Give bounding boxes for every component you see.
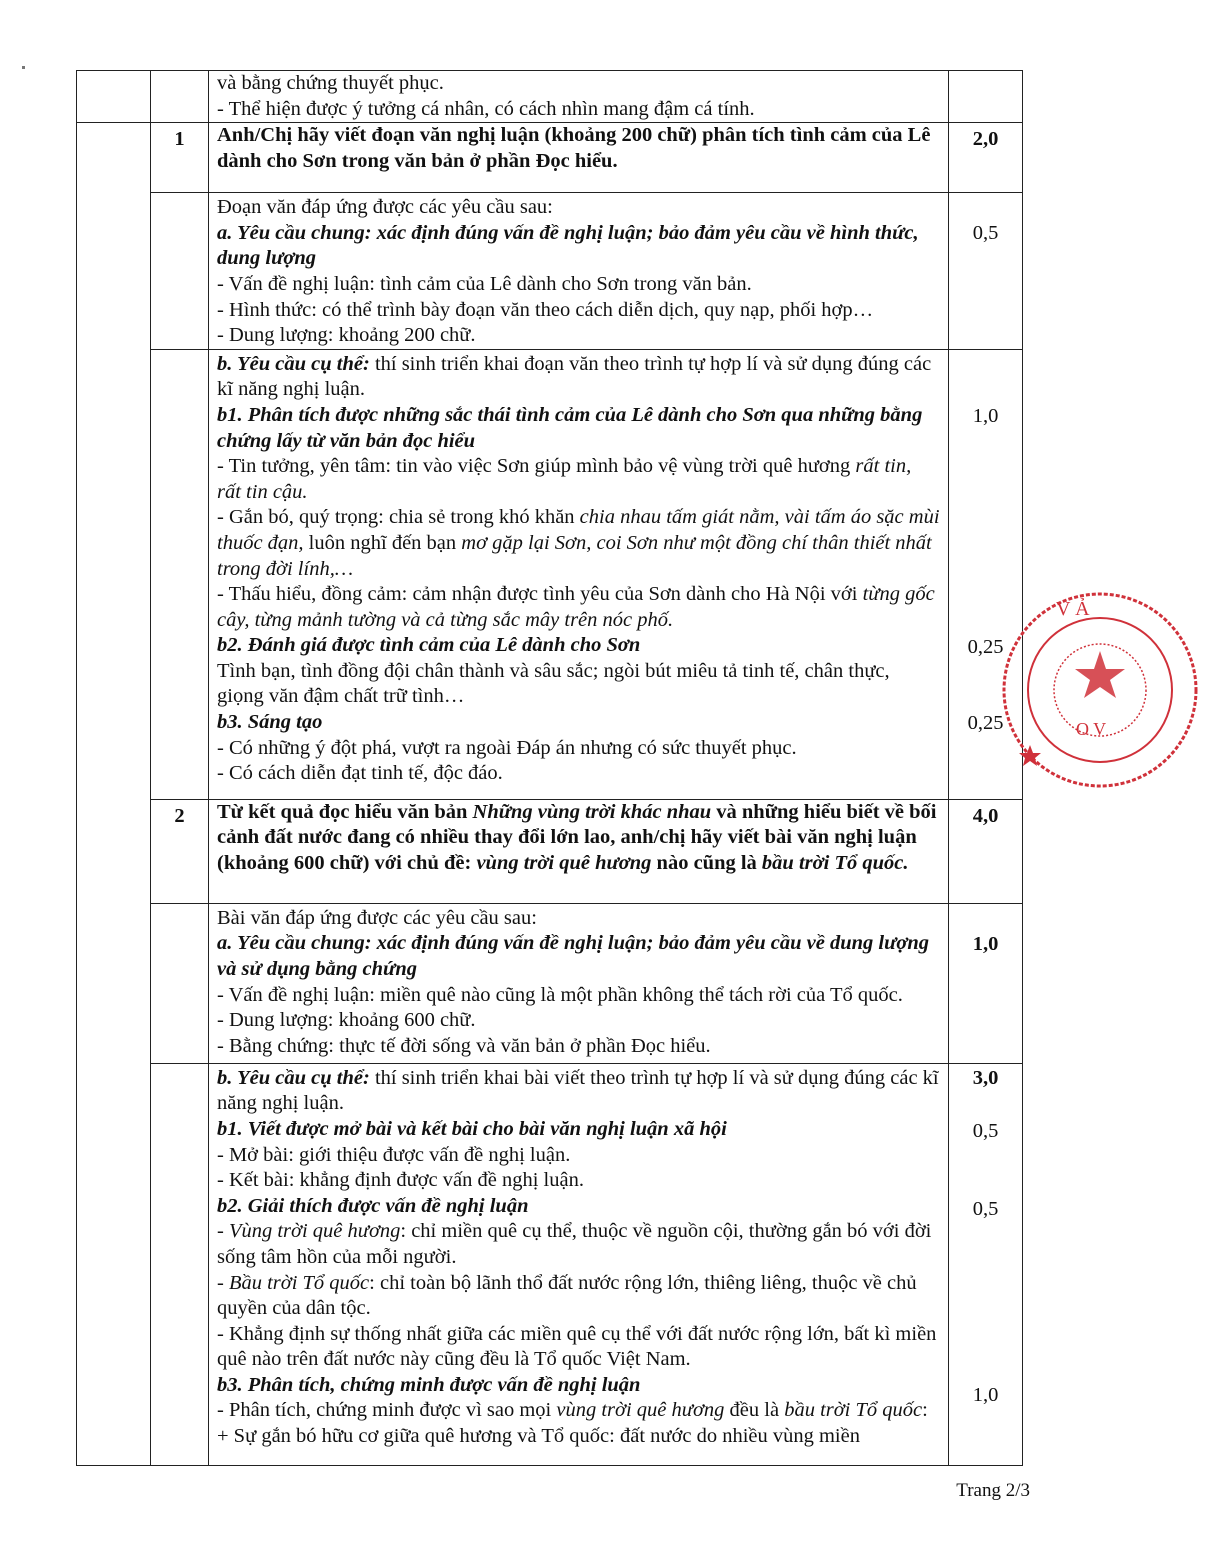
criterion-title: a. Yêu cầu chung: xác định đúng vấn đề nghị luận; bảo đảm yêu cầu về dung lượng và sử dụng bằng chứng	[217, 932, 930, 980]
score-value: 1,0	[972, 1383, 999, 1406]
score-value: 0,25	[967, 636, 1004, 659]
text-line: - Bằng chứng: thực tế đời sống và văn bản ở phần Đọc hiểu.	[217, 1034, 711, 1057]
table-row	[77, 123, 1023, 193]
page-number: Trang 2/3	[956, 1480, 1030, 1501]
question-score: 4,0	[949, 799, 1023, 903]
question-score: 2,0	[949, 123, 1023, 193]
score-value: 0,5	[972, 1120, 999, 1143]
term-span: vùng trời quê hương	[556, 1399, 725, 1422]
quote-span: rất tin, rất tin cậu.	[217, 455, 912, 503]
criterion-text: thí sinh triển khai đoạn văn theo trình tự hợp lí và sử dụng đúng các kĩ năng nghị luận.	[217, 352, 932, 401]
seal-text-top: V Ả	[1056, 598, 1090, 620]
text-span: Từ kết quả đọc hiểu văn bản	[217, 800, 473, 823]
quote-span: từng gốc cây, từng mảnh tường và cả từng sắc mây trên nóc phố.	[217, 583, 935, 631]
text-line: - Mở bài: giới thiệu được vấn đề nghị luận.	[217, 1143, 571, 1166]
text-span: : chỉ miền quê cụ thể, thuộc về nguồn cội, thường gắn bó với đời sống tâm hồn của mỗi người.	[217, 1220, 932, 1268]
criterion-title: b2. Giải thích được vấn đề nghị luận	[217, 1194, 529, 1217]
text-span: - Tin tưởng, yên tâm: tin vào việc Sơn giúp mình bảo vệ vùng trời quê hương	[217, 455, 856, 478]
score-value: 1,0	[972, 932, 999, 955]
question-number: 1	[151, 123, 209, 193]
text-span: luôn nghĩ đến bạn	[303, 531, 462, 554]
official-seal-icon	[990, 585, 1210, 795]
text-line	[217, 1398, 940, 1424]
number-cell	[151, 193, 209, 350]
content-cell	[209, 903, 949, 1063]
score-cell	[949, 1063, 1023, 1465]
text-line: - Vùng trời quê hương: chỉ miền quê cụ thể, thuộc về nguồn cội, thường gắn bó với đời sống tâm hồn của mỗi người.	[217, 1220, 932, 1268]
text-line: - Khẳng định sự thống nhất giữa các miền quê cụ thể với đất nước rộng lớn, bất kì miền quê nào trên đất nước này cũng đều là Tổ quốc Việt Nam.	[217, 1322, 937, 1371]
text-line	[217, 454, 940, 505]
criterion-title: b2. Đánh giá được tình cảm của Lê dành cho Sơn	[217, 634, 641, 657]
title-span: Những vùng trời khác nhau	[472, 800, 712, 823]
text-line	[217, 352, 940, 403]
table-row	[77, 903, 1023, 1063]
text-span: - Phân tích, chứng minh được vì sao mọi	[217, 1399, 557, 1422]
score-value: 3,0	[972, 1066, 999, 1089]
text-span: : chỉ toàn bộ lãnh thổ đất nước rộng lớn, thiêng liêng, thuộc về chủ quyền của dân tộc.	[217, 1271, 917, 1320]
marking-scheme-table	[76, 70, 1023, 1466]
text-line: - Dung lượng: khoảng 600 chữ.	[217, 1009, 476, 1032]
number-cell	[151, 1063, 209, 1465]
number-cell	[151, 71, 209, 123]
text-span: :	[922, 1399, 928, 1422]
question-text: Anh/Chị hãy viết đoạn văn nghị luận (khoảng 200 chữ) phân tích tình cảm của Lê dành cho Sơn trong văn bản ở phần Đọc hiểu.	[209, 123, 949, 193]
content-cell	[209, 349, 949, 799]
content-cell	[209, 193, 949, 350]
topic-span: vùng trời quê hương	[476, 851, 652, 874]
text-line	[217, 582, 940, 633]
text-line: Đoạn văn đáp ứng được các yêu cầu sau:	[217, 196, 553, 219]
criterion-text: thí sinh triển khai bài viết theo trình tự hợp lí và sử dụng đúng các kĩ năng nghị luận.	[217, 1066, 939, 1115]
text-line: và bằng chứng thuyết phục.	[217, 72, 444, 94]
table-row	[77, 1063, 1023, 1465]
table-row	[77, 799, 1023, 903]
table-row	[77, 349, 1023, 799]
table-row	[77, 193, 1023, 350]
text-line: - Có cách diễn đạt tinh tế, độc đáo.	[217, 762, 503, 785]
question-text	[209, 799, 949, 903]
section-cell	[77, 71, 151, 123]
text-line: Tình bạn, tình đồng đội chân thành và sâu sắc; ngòi bút miêu tả tinh tế, chân thực, giọng văn đậm chất trữ tình…	[217, 659, 890, 708]
text-line: - Thể hiện được ý tưởng cá nhân, có cách nhìn mang đậm cá tính.	[217, 97, 755, 120]
number-cell	[151, 349, 209, 799]
term-span: Vùng trời quê hương	[228, 1220, 401, 1243]
text-span: đều là	[724, 1399, 785, 1422]
criterion-title: a. Yêu cầu chung: xác định đúng vấn đề nghị luận; bảo đảm yêu cầu về hình thức, dung lượng	[217, 221, 919, 270]
text-line: - Có những ý đột phá, vượt ra ngoài Đáp án nhưng có sức thuyết phục.	[217, 736, 797, 759]
text-line: + Sự gắn bó hữu cơ giữa quê hương và Tổ quốc: đất nước do nhiều vùng miền	[217, 1425, 860, 1448]
text-line: - Vấn đề nghị luận: miền quê nào cũng là một phần không thể tách rời của Tổ quốc.	[217, 983, 903, 1006]
text-line: - Kết bài: khẳng định được vấn đề nghị luận.	[217, 1169, 584, 1192]
criterion-label: b. Yêu cầu cụ thể:	[217, 1066, 370, 1089]
criterion-title: b3. Phân tích, chứng minh được vấn đề nghị luận	[217, 1373, 641, 1396]
section-cell	[77, 123, 151, 1466]
content-cell	[209, 71, 949, 123]
text-line	[217, 1066, 940, 1117]
table-row	[77, 71, 1023, 123]
text-span: - Thấu hiểu, đồng cảm: cảm nhận được tình yêu của Sơn dành cho Hà Nội với	[217, 583, 863, 606]
text-span: và những hiểu biết về bối cảnh đất nước đang có nhiều thay đổi lớn lao, anh/chị hãy viết bài văn nghị luận (khoảng 600 chữ) với chủ đề:	[217, 800, 937, 874]
topic-span: bầu trời Tổ quốc.	[761, 851, 909, 874]
scan-speck	[22, 66, 25, 69]
number-cell	[151, 903, 209, 1063]
text-line	[217, 505, 940, 582]
content-cell	[209, 1063, 949, 1465]
score-cell	[949, 903, 1023, 1063]
score-value: 0,5	[972, 222, 999, 245]
text-line: - Bầu trời Tổ quốc: chỉ toàn bộ lãnh thổ đất nước rộng lớn, thiêng liêng, thuộc về chủ quyền của dân tộc.	[217, 1271, 917, 1320]
seal-text-bottom: O V	[1076, 719, 1107, 739]
text-span: nào cũng là	[651, 851, 762, 874]
text-line: Bài văn đáp ứng được các yêu cầu sau:	[217, 906, 537, 929]
term-span: bầu trời Tổ quốc	[784, 1399, 923, 1422]
score-cell	[949, 193, 1023, 350]
text-line: - Vấn đề nghị luận: tình cảm của Lê dành cho Sơn trong văn bản.	[217, 272, 752, 295]
score-value: 1,0	[972, 404, 999, 427]
quote-span: mơ gặp lại Sơn, coi Sơn như một đồng chí thân thiết nhất trong đời lính,…	[217, 531, 932, 580]
score-cell	[949, 71, 1023, 123]
criterion-title: b3. Sáng tạo	[217, 711, 323, 734]
quote-span: chia nhau tấm giát nằm, vài tấm áo sặc mùi thuốc đạn,	[217, 506, 940, 554]
question-number: 2	[151, 799, 209, 903]
term-span: Bầu trời Tổ quốc	[228, 1271, 370, 1294]
text-line: - Dung lượng: khoảng 200 chữ.	[217, 324, 476, 347]
text-line: - Hình thức: có thể trình bày đoạn văn theo cách diễn dịch, quy nạp, phối hợp…	[217, 298, 874, 321]
score-value: 0,25	[967, 711, 1004, 734]
score-value: 0,5	[972, 1197, 999, 1220]
text-span: - Gắn bó, quý trọng: chia sẻ trong khó khăn	[217, 506, 580, 529]
criterion-title: b1. Viết được mở bài và kết bài cho bài văn nghị luận xã hội	[217, 1117, 727, 1140]
criterion-label: b. Yêu cầu cụ thể:	[217, 352, 370, 375]
criterion-title: b1. Phân tích được những sắc thái tình cảm của Lê dành cho Sơn qua những bằng chứng lấy từ văn bản đọc hiểu	[217, 403, 923, 452]
